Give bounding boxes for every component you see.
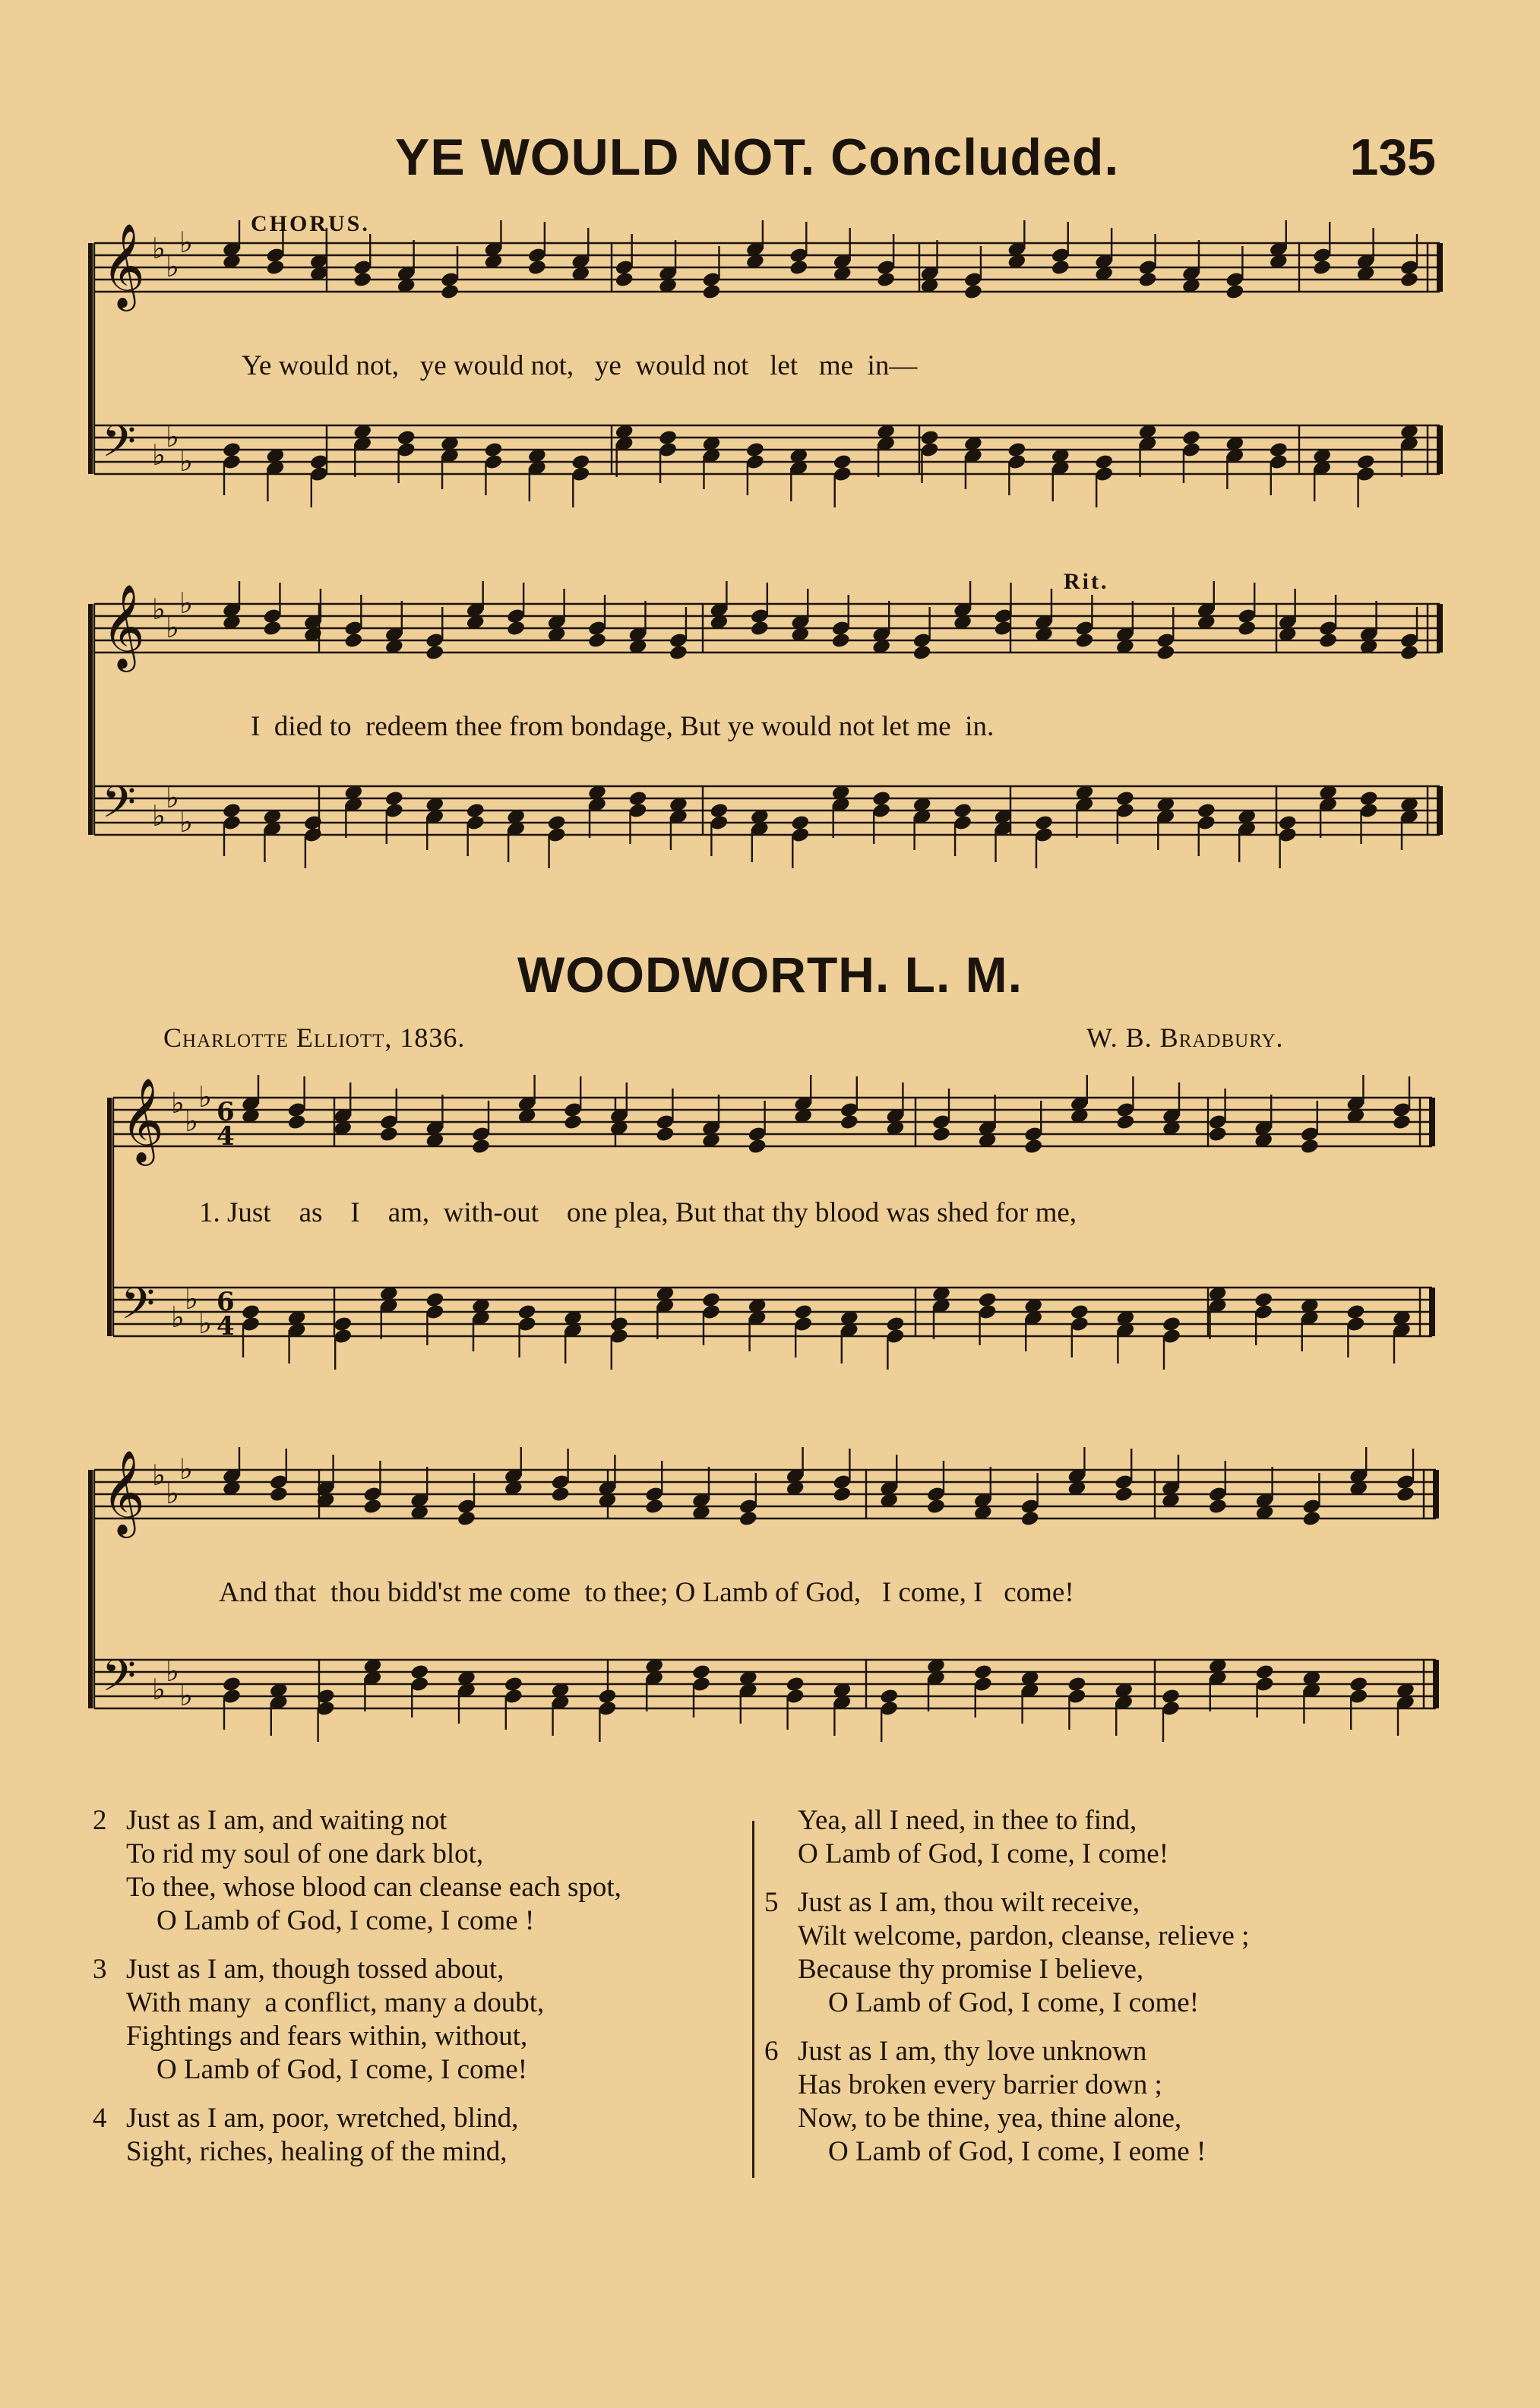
notehead [1208, 1126, 1228, 1143]
notehead [457, 1510, 476, 1528]
stanza-line [764, 1953, 1249, 1986]
stanza-number: 6 [764, 2036, 779, 2067]
flat-icon: ♭ [166, 611, 179, 644]
flat-icon: ♭ [185, 1282, 198, 1316]
time-signature-top: 6 [217, 1097, 235, 1127]
notehead [1020, 1510, 1040, 1528]
stanza-line [764, 1838, 1249, 1871]
notehead [1225, 283, 1244, 301]
notehead [353, 271, 372, 289]
stanza-text: With many a conflict, many a doubt, [126, 1987, 545, 2018]
chorus-lyric-2: I died to redeem thee from bondage, But ye would not let me in. [251, 711, 995, 742]
notehead [1051, 259, 1070, 277]
stanza-text: Just as I am, and waiting not [126, 1805, 447, 1836]
stanza [764, 1804, 1249, 1871]
flat-icon: ♭ [198, 1080, 212, 1114]
running-head [395, 128, 1436, 196]
final-barline [1437, 243, 1443, 292]
stanza-number: 2 [93, 1805, 107, 1836]
final-barline [1437, 604, 1443, 653]
stanza-text: O Lamb of God, I come, I come ! [157, 1905, 535, 1936]
bass-clef-icon: 𝄢 [121, 1278, 156, 1340]
flat-icon: ♭ [179, 226, 193, 259]
notehead [738, 1510, 758, 1528]
stanza [93, 1953, 621, 2087]
notehead [831, 632, 851, 649]
flat-icon: ♭ [152, 1673, 166, 1706]
flat-icon: ♭ [166, 250, 179, 283]
flat-icon: ♭ [171, 1086, 185, 1120]
stanza-line [764, 2102, 1249, 2135]
stanza-text: O Lamb of God, I come, I come! [828, 1987, 1200, 2018]
flat-icon: ♭ [152, 593, 166, 626]
notehead [963, 283, 983, 301]
stanza-text: O Lamb of God, I come, I come! [157, 2054, 528, 2085]
notehead [1399, 644, 1419, 662]
notehead [615, 271, 634, 289]
final-barline [1433, 1660, 1439, 1708]
stanza-text: Because thy promise I believe, [798, 1954, 1144, 1985]
notehead [527, 259, 547, 277]
notehead [1399, 271, 1419, 289]
stanza-line [93, 1904, 621, 1938]
notehead [1114, 1486, 1134, 1503]
notehead [701, 283, 721, 301]
chorus-lyric-1: Ye would not, ye would not, ye would not let me in— [242, 350, 918, 381]
bass-clef-icon: 𝄢 [102, 776, 137, 839]
stanza-column-left [93, 1804, 621, 2184]
stanza-line [93, 1838, 621, 1871]
notehead [269, 1486, 289, 1503]
notehead [1392, 1114, 1412, 1131]
hymn-lyric-2: And that thou bidd'st me come to thee; O Lamb of God, I come, I come! [219, 1577, 1074, 1608]
notehead [1312, 259, 1332, 277]
notehead [440, 283, 460, 301]
notehead [379, 1126, 399, 1143]
notehead [563, 1114, 583, 1131]
flat-icon: ♭ [166, 781, 179, 814]
notehead [1156, 644, 1175, 662]
stanza-text: Just as I am, thou wilt receive, [798, 1887, 1140, 1918]
stanza-line [93, 2135, 621, 2169]
stanza-line [764, 2135, 1249, 2169]
final-barline [1433, 1470, 1439, 1518]
stanza-text: O Lamb of God, I come, I come! [798, 1838, 1169, 1869]
stanza-line [93, 1953, 621, 1986]
stanza-line [764, 2068, 1249, 2102]
author-credit: Charlotte Elliott, 1836. [163, 1022, 466, 1053]
notehead [1115, 1114, 1135, 1131]
stanza-text: Just as I am, thy love unknown [798, 2036, 1147, 2067]
composer-credit: W. B. Bradbury. [1086, 1022, 1284, 1053]
final-barline [1437, 425, 1443, 474]
running-title: YE WOULD NOT. Concluded. [395, 128, 1120, 186]
stanza-number: 4 [93, 2103, 107, 2134]
flat-icon: ♭ [152, 799, 166, 833]
flat-icon: ♭ [198, 1307, 212, 1340]
stanza-line [764, 2035, 1249, 2068]
system-bracket [88, 604, 93, 835]
notehead [789, 259, 808, 277]
flat-icon: ♭ [179, 444, 193, 478]
notehead [750, 620, 770, 637]
hymn-lyric-1: 1. Just as I am, with-out one plea, But that thy blood was shed for me, [199, 1197, 1077, 1228]
notehead [1074, 632, 1094, 649]
music-staff-pair [0, 1075, 1540, 1386]
notehead [1208, 1498, 1228, 1515]
rit-marking: Rit. [1064, 569, 1109, 594]
notehead [1023, 1138, 1043, 1155]
stanza-text: To thee, whose blood can cleanse each spot, [126, 1872, 621, 1903]
stanza-line [764, 1886, 1249, 1920]
final-barline [1429, 1098, 1435, 1146]
flat-icon: ♭ [152, 438, 166, 472]
stanza-line [93, 1986, 621, 2020]
notehead [362, 1498, 382, 1515]
notehead [840, 1114, 859, 1131]
notehead [287, 1114, 307, 1131]
flat-icon: ♭ [171, 1300, 185, 1334]
notehead [748, 1138, 767, 1155]
stanza-number: 5 [764, 1887, 779, 1918]
notehead [669, 644, 688, 662]
notehead [471, 1138, 491, 1155]
chorus-system-1 [0, 211, 1540, 524]
treble-clef-icon: 𝄞 [102, 223, 145, 308]
stanza-text: Fightings and fears within, without, [126, 2021, 528, 2052]
flat-icon: ♭ [179, 1679, 193, 1712]
system-bracket [88, 1470, 93, 1708]
chorus-system-2 [0, 569, 1540, 885]
flat-icon: ♭ [152, 1458, 166, 1492]
flat-icon: ♭ [166, 420, 179, 453]
notehead [931, 1126, 951, 1143]
column-divider [752, 1821, 754, 2178]
stanza-text: Yea, all I need, in thee to find, [798, 1805, 1137, 1836]
hymn-title: WOODWORTH. L. M. [517, 946, 1023, 1003]
stanza-text: Just as I am, poor, wretched, blind, [126, 2103, 519, 2134]
stanza-text: Sight, riches, healing of the mind, [126, 2136, 508, 2167]
stanza [93, 1804, 621, 1938]
stanza-line [764, 1804, 1249, 1838]
notehead [912, 644, 932, 662]
flat-icon: ♭ [166, 1477, 179, 1510]
notehead [876, 271, 896, 289]
notehead [832, 1486, 852, 1503]
notehead [926, 1498, 946, 1515]
chorus-label: CHORUS. [251, 211, 370, 236]
notehead [425, 644, 444, 662]
stanza-text: Wilt welcome, pardon, cleanse, relieve ; [798, 1920, 1250, 1951]
bass-clef-icon: 𝄢 [102, 416, 137, 478]
flat-icon: ♭ [179, 586, 193, 620]
stanza-number: 3 [93, 1954, 107, 1985]
stanza-line [93, 1871, 621, 1904]
flat-icon: ♭ [166, 1654, 179, 1688]
stanza-line [764, 1986, 1249, 2020]
hymn-system-1 [0, 1075, 1540, 1386]
notehead [655, 1126, 675, 1143]
time-signature-top: 6 [217, 1287, 235, 1317]
stanza [764, 2035, 1249, 2169]
treble-clef-icon: 𝄞 [121, 1077, 164, 1162]
final-barline [1437, 786, 1443, 835]
stanza-text: Now, to be thine, yea, thine alone, [798, 2103, 1182, 2134]
time-signature-bottom: 4 [217, 1311, 235, 1341]
stanza-text: O Lamb of God, I come, I eome ! [828, 2136, 1206, 2167]
notehead [1237, 620, 1257, 637]
time-signature-bottom: 4 [217, 1121, 235, 1152]
notehead [1137, 271, 1157, 289]
stanza-line [93, 1804, 621, 1838]
stanza-line [764, 1920, 1249, 1953]
stanza [764, 1886, 1249, 2020]
flat-icon: ♭ [152, 232, 166, 265]
bass-clef-icon: 𝄢 [102, 1650, 137, 1712]
notehead [1300, 1138, 1320, 1155]
stanza-text: To rid my soul of one dark blot, [126, 1838, 484, 1869]
stanza [93, 2102, 621, 2169]
notehead [644, 1498, 664, 1515]
notehead [506, 620, 526, 637]
notehead [1318, 632, 1338, 649]
notehead [343, 632, 363, 649]
final-barline [1429, 1288, 1435, 1336]
stanza-line [93, 2102, 621, 2135]
notehead [1396, 1486, 1415, 1503]
stanza-line [93, 2053, 621, 2087]
stanza-line [93, 2020, 621, 2053]
treble-clef-icon: 𝄞 [102, 583, 145, 668]
treble-clef-icon: 𝄞 [102, 1449, 145, 1534]
notehead [587, 632, 607, 649]
system-bracket [88, 243, 93, 474]
system-bracket [107, 1098, 112, 1336]
stanza-text: Just as I am, though tossed about, [126, 1954, 504, 1985]
page-number: 135 [1349, 128, 1436, 186]
additional-stanzas [0, 1804, 1540, 2199]
notehead [265, 259, 285, 277]
notehead [551, 1486, 571, 1503]
hymn-system-2 [0, 1447, 1540, 1766]
flat-icon: ♭ [179, 805, 193, 839]
flat-icon: ♭ [185, 1104, 198, 1138]
notehead [1301, 1510, 1321, 1528]
notehead [262, 620, 282, 637]
flat-icon: ♭ [179, 1452, 193, 1486]
stanza-column-right [764, 1804, 1249, 2184]
stanza-text: Has broken every barrier down ; [798, 2069, 1162, 2100]
